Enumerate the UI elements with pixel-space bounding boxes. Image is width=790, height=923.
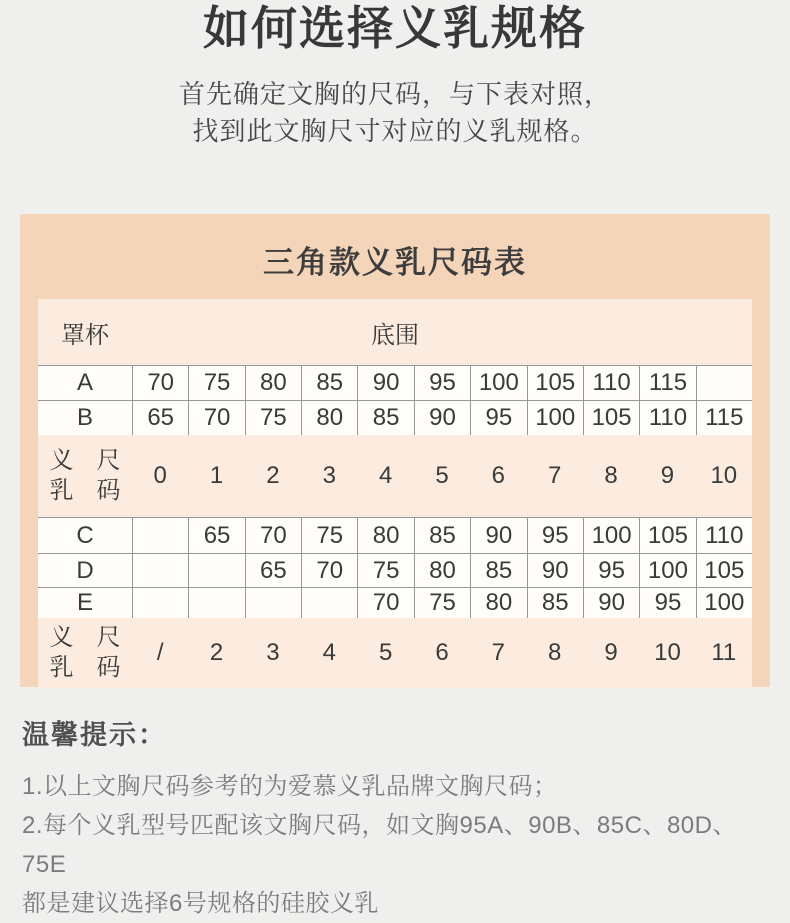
table-cell: 95: [414, 366, 470, 400]
table-cell: 95: [470, 401, 526, 435]
table-cell: 3: [266, 639, 280, 666]
table-cell: 9: [604, 639, 618, 666]
table-cell: 100: [639, 554, 695, 587]
table-cell: 70: [301, 554, 357, 587]
table-row: [38, 587, 752, 618]
table-cell: 7: [491, 639, 506, 666]
table-row: [38, 618, 752, 688]
table-cell: [132, 588, 188, 618]
row-label: D: [76, 556, 94, 584]
table-cell: 2: [266, 462, 280, 489]
table-cell: 4: [378, 462, 393, 489]
table-cell: 4: [322, 639, 336, 666]
table-cell: 105: [527, 366, 583, 400]
page-title: 如何选择义乳规格: [203, 2, 587, 54]
table-cell: 70: [357, 588, 413, 618]
table-cell: 6: [491, 462, 506, 489]
table-cell: 9: [660, 462, 675, 489]
table-cell: 65: [245, 554, 301, 587]
table-cell: 65: [132, 401, 188, 435]
table-cell: [188, 588, 244, 618]
subtitle-line-2: 找到此文胸尺寸对应的义乳规格。: [192, 116, 598, 146]
table-cell: 75: [188, 366, 244, 400]
table-cell: 80: [414, 554, 470, 587]
underbust-column-header: 底围: [371, 321, 419, 349]
table-cell: 100: [470, 366, 526, 400]
table-cell: [696, 366, 752, 400]
table-cell: 85: [414, 518, 470, 553]
table-cell: [132, 518, 188, 553]
table-cell: 90: [414, 401, 470, 435]
table-cell: 75: [357, 554, 413, 587]
table-cell: 0: [153, 462, 167, 489]
table-cell: 110: [583, 366, 639, 400]
table-cell: [301, 588, 357, 618]
table-cell: [245, 588, 301, 618]
table-cell: 95: [527, 518, 583, 553]
table-cell: 8: [604, 462, 618, 489]
table-cell: 115: [639, 366, 695, 400]
tips-section: [0, 687, 790, 923]
table-cell: 100: [583, 518, 639, 553]
table-cell: 10: [710, 462, 738, 489]
row-label: A: [76, 369, 93, 396]
tip-line: 1.以上文胸尺码参考的为爱慕义乳品牌文胸尺码；: [22, 773, 558, 800]
row-label: B: [76, 404, 93, 431]
table-cell: 110: [639, 401, 695, 435]
table-cell: 95: [583, 554, 639, 587]
table-cell: 105: [639, 518, 695, 553]
table-cell: 80: [470, 588, 526, 618]
table-cell: 7: [548, 462, 562, 489]
table-cell: 70: [132, 366, 188, 400]
table-cell: [132, 554, 188, 587]
table-header-row: [38, 299, 752, 365]
tips-heading: 温馨提示：: [22, 720, 167, 750]
row-label: C: [76, 521, 94, 549]
table-cell: 75: [301, 518, 357, 553]
table-cell: 80: [245, 366, 301, 400]
table-cell: 6: [435, 639, 449, 666]
row-label: 义乳 尺码: [49, 447, 121, 504]
page-subtitle: [0, 76, 790, 150]
table-row: [38, 400, 752, 435]
subtitle-line-1: 首先确定文胸的尺码，与下表对照，: [178, 79, 611, 109]
table-cell: 80: [301, 401, 357, 435]
table-cell: 75: [245, 401, 301, 435]
table-cell: 11: [711, 639, 737, 666]
table-cell: 85: [527, 588, 583, 618]
table-cell: 105: [696, 554, 752, 587]
table-cell: 3: [322, 462, 336, 489]
table-cell: 100: [527, 401, 583, 435]
cup-column-header: 罩杯: [61, 321, 109, 349]
table-cell: 115: [696, 401, 752, 435]
table-cell: 10: [654, 639, 681, 666]
tip-line: 2.每个义乳型号匹配该文胸尺码，如文胸95A、90B、85C、80D、75E: [22, 812, 737, 878]
page-header: [0, 0, 790, 150]
table-cell: 5: [435, 462, 449, 489]
table-cell: 85: [470, 554, 526, 587]
table-cell: 65: [188, 518, 244, 553]
table-row: [38, 517, 752, 553]
table-cell: 5: [378, 639, 393, 666]
table-cell: 75: [414, 588, 470, 618]
row-label: E: [76, 589, 93, 616]
table-row: [38, 365, 752, 400]
size-table-title: 三角款义乳尺码表: [263, 245, 527, 280]
table-cell: 95: [639, 588, 695, 618]
table-cell: 105: [583, 401, 639, 435]
table-cell: 100: [696, 588, 752, 618]
table-cell: /: [156, 639, 164, 666]
table-cell: 110: [696, 518, 752, 553]
table-cell: 85: [301, 366, 357, 400]
table-cell: 90: [470, 518, 526, 553]
table-cell: 90: [583, 588, 639, 618]
table-cell: 70: [188, 401, 244, 435]
tip-line: 都是建议选择6号规格的硅胶义乳: [22, 890, 379, 917]
size-table-panel: [20, 214, 770, 687]
table-cell: 90: [527, 554, 583, 587]
table-cell: 2: [209, 639, 224, 666]
tips-lines: [22, 767, 768, 923]
row-label: 义乳 尺码: [49, 624, 121, 681]
table-cell: 90: [357, 366, 413, 400]
size-table: [38, 299, 752, 688]
table-cell: 70: [245, 518, 301, 553]
table-row: [38, 435, 752, 517]
table-cell: 80: [357, 518, 413, 553]
table-row: [38, 553, 752, 587]
table-cell: 85: [357, 401, 413, 435]
table-cell: 8: [548, 639, 562, 666]
table-cell: 1: [209, 462, 224, 489]
table-cell: [188, 554, 244, 587]
